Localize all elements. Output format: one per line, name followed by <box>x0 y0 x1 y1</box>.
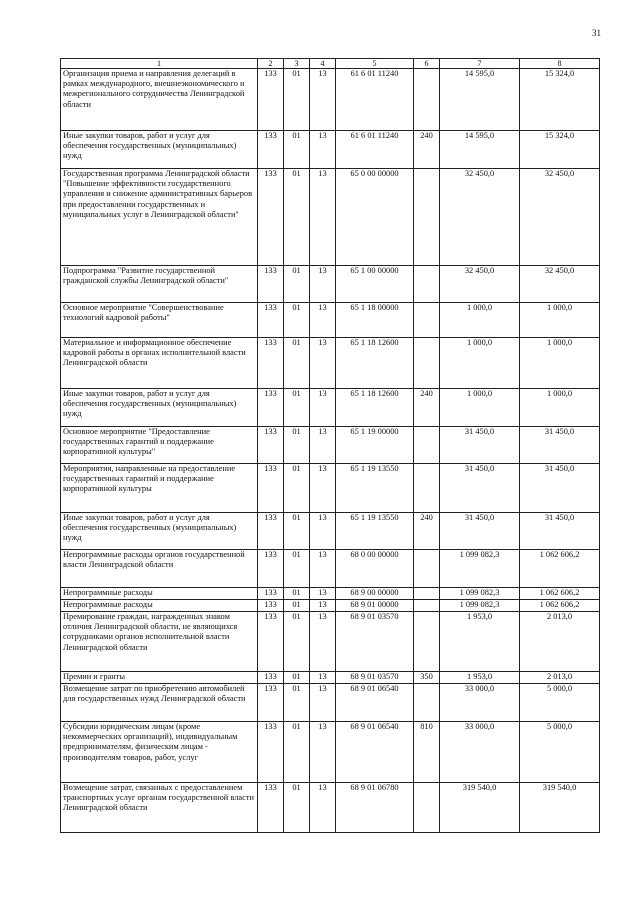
expense-type-cell: 240 <box>414 131 440 169</box>
target-article-cell: 65 0 00 00000 <box>336 169 414 266</box>
amount-year2-cell: 15 324,0 <box>520 69 600 131</box>
table-row <box>61 131 600 169</box>
subsection-code-cell: 13 <box>310 588 336 600</box>
target-article-cell: 65 1 18 12600 <box>336 389 414 427</box>
target-article-cell: 65 1 18 00000 <box>336 303 414 338</box>
target-article-cell: 65 1 18 12600 <box>336 338 414 389</box>
amount-year1-cell: 32 450,0 <box>440 266 520 303</box>
table-row <box>61 513 600 550</box>
table-row <box>61 303 600 338</box>
section-code-cell: 01 <box>284 266 310 303</box>
amount-year2-cell: 31 450,0 <box>520 427 600 464</box>
subsection-code-cell: 13 <box>310 783 336 833</box>
amount-year1-cell: 1 099 082,3 <box>440 550 520 588</box>
amount-year2-cell: 32 450,0 <box>520 266 600 303</box>
ministry-code-cell: 133 <box>258 266 284 303</box>
section-code-cell: 01 <box>284 131 310 169</box>
section-code-cell: 01 <box>284 550 310 588</box>
subsection-code-cell: 13 <box>310 464 336 513</box>
row-name-cell: Подпрограмма "Развитие государственной гражданской службы Ленинградской области" <box>61 266 258 303</box>
column-header: 2 <box>258 59 284 69</box>
amount-year2-cell: 32 450,0 <box>520 169 600 266</box>
amount-year1-cell: 33 000,0 <box>440 684 520 722</box>
section-code-cell: 01 <box>284 427 310 464</box>
row-name-cell: Иные закупки товаров, работ и услуг для обеспечения государственных (муниципальных) нужд <box>61 513 258 550</box>
table-row <box>61 69 600 131</box>
ministry-code-cell: 133 <box>258 600 284 612</box>
subsection-code-cell: 13 <box>310 131 336 169</box>
row-name-cell: Иные закупки товаров, работ и услуг для обеспечения государственных (муниципальных) нужд <box>61 131 258 169</box>
row-name-cell: Иные закупки товаров, работ и услуг для обеспечения государственных (муниципальных) нужд <box>61 389 258 427</box>
section-code-cell: 01 <box>284 513 310 550</box>
section-code-cell: 01 <box>284 600 310 612</box>
subsection-code-cell: 13 <box>310 684 336 722</box>
expense-type-cell <box>414 266 440 303</box>
ministry-code-cell: 133 <box>258 338 284 389</box>
expense-type-cell <box>414 464 440 513</box>
section-code-cell: 01 <box>284 684 310 722</box>
row-name-cell: Премии и гранты <box>61 672 258 684</box>
table-row <box>61 588 600 600</box>
section-code-cell: 01 <box>284 69 310 131</box>
target-article-cell: 65 1 19 00000 <box>336 427 414 464</box>
target-article-cell: 68 9 01 00000 <box>336 600 414 612</box>
row-name-cell: Основное мероприятие "Предоставление государственных гарантий и поддержание корпоративной культуры" <box>61 427 258 464</box>
amount-year2-cell: 1 000,0 <box>520 338 600 389</box>
ministry-code-cell: 133 <box>258 303 284 338</box>
expense-type-cell: 810 <box>414 722 440 783</box>
amount-year1-cell: 32 450,0 <box>440 169 520 266</box>
table-row <box>61 684 600 722</box>
subsection-code-cell: 13 <box>310 303 336 338</box>
amount-year1-cell: 1 000,0 <box>440 303 520 338</box>
subsection-code-cell: 13 <box>310 600 336 612</box>
amount-year1-cell: 31 450,0 <box>440 464 520 513</box>
column-header: 1 <box>61 59 258 69</box>
amount-year1-cell: 14 595,0 <box>440 131 520 169</box>
ministry-code-cell: 133 <box>258 69 284 131</box>
ministry-code-cell: 133 <box>258 722 284 783</box>
subsection-code-cell: 13 <box>310 722 336 783</box>
expense-type-cell <box>414 338 440 389</box>
table-header-row <box>61 59 600 69</box>
amount-year1-cell: 1 000,0 <box>440 338 520 389</box>
row-name-cell: Возмещение затрат по приобретению автомобилей для государственных нужд Ленинградской области <box>61 684 258 722</box>
amount-year2-cell: 1 062 606,2 <box>520 588 600 600</box>
row-name-cell: Непрограммные расходы <box>61 600 258 612</box>
column-header: 3 <box>284 59 310 69</box>
table-row <box>61 389 600 427</box>
table-row <box>61 672 600 684</box>
subsection-code-cell: 13 <box>310 389 336 427</box>
expense-type-cell <box>414 612 440 672</box>
section-code-cell: 01 <box>284 722 310 783</box>
table-row <box>61 464 600 513</box>
amount-year2-cell: 5 000,0 <box>520 722 600 783</box>
ministry-code-cell: 133 <box>258 588 284 600</box>
amount-year1-cell: 1 099 082,3 <box>440 600 520 612</box>
table-row <box>61 169 600 266</box>
target-article-cell: 68 9 01 06780 <box>336 783 414 833</box>
row-name-cell: Организация приема и направления делегаций в рамках международного, внешнеэкономического и межрегионального сотрудничества Ленинградской области <box>61 69 258 131</box>
amount-year1-cell: 319 540,0 <box>440 783 520 833</box>
amount-year2-cell: 2 013,0 <box>520 672 600 684</box>
target-article-cell: 68 0 00 00000 <box>336 550 414 588</box>
subsection-code-cell: 13 <box>310 266 336 303</box>
ministry-code-cell: 133 <box>258 513 284 550</box>
target-article-cell: 68 9 01 06540 <box>336 684 414 722</box>
ministry-code-cell: 133 <box>258 464 284 513</box>
expense-type-cell <box>414 550 440 588</box>
amount-year1-cell: 1 099 082,3 <box>440 588 520 600</box>
table-row <box>61 600 600 612</box>
section-code-cell: 01 <box>284 612 310 672</box>
row-name-cell: Материальное и информационное обеспечение кадровой работы в органах исполнительной власти Ленинградской области <box>61 338 258 389</box>
target-article-cell: 68 9 00 00000 <box>336 588 414 600</box>
target-article-cell: 61 6 01 11240 <box>336 69 414 131</box>
row-name-cell: Возмещение затрат, связанных с предоставлением транспортных услуг органам государственной власти Ленинградской области <box>61 783 258 833</box>
ministry-code-cell: 133 <box>258 684 284 722</box>
expense-type-cell <box>414 783 440 833</box>
section-code-cell: 01 <box>284 389 310 427</box>
target-article-cell: 65 1 19 13550 <box>336 513 414 550</box>
column-header: 4 <box>310 59 336 69</box>
column-header: 7 <box>440 59 520 69</box>
row-name-cell: Основное мероприятие "Совершенствование технологий кадровой работы" <box>61 303 258 338</box>
subsection-code-cell: 13 <box>310 169 336 266</box>
amount-year2-cell: 31 450,0 <box>520 513 600 550</box>
table-row <box>61 612 600 672</box>
table-row <box>61 266 600 303</box>
table-row <box>61 722 600 783</box>
target-article-cell: 65 1 00 00000 <box>336 266 414 303</box>
ministry-code-cell: 133 <box>258 550 284 588</box>
row-name-cell: Субсидии юридическим лицам (кроме некоммерческих организаций), индивидуальным предпринимателям, физическим лицам - производителям товаров, работ, услуг <box>61 722 258 783</box>
column-header: 8 <box>520 59 600 69</box>
page-number: 31 <box>592 28 601 38</box>
amount-year2-cell: 1 062 606,2 <box>520 550 600 588</box>
target-article-cell: 68 9 01 03570 <box>336 672 414 684</box>
amount-year2-cell: 2 013,0 <box>520 612 600 672</box>
column-header: 5 <box>336 59 414 69</box>
ministry-code-cell: 133 <box>258 131 284 169</box>
expense-type-cell <box>414 588 440 600</box>
target-article-cell: 68 9 01 03570 <box>336 612 414 672</box>
row-name-cell: Непрограммные расходы <box>61 588 258 600</box>
amount-year2-cell: 5 000,0 <box>520 684 600 722</box>
section-code-cell: 01 <box>284 672 310 684</box>
target-article-cell: 65 1 19 13550 <box>336 464 414 513</box>
table-row <box>61 783 600 833</box>
column-header: 6 <box>414 59 440 69</box>
amount-year1-cell: 1 953,0 <box>440 672 520 684</box>
amount-year1-cell: 1 953,0 <box>440 612 520 672</box>
subsection-code-cell: 13 <box>310 513 336 550</box>
amount-year1-cell: 1 000,0 <box>440 389 520 427</box>
subsection-code-cell: 13 <box>310 427 336 464</box>
amount-year2-cell: 31 450,0 <box>520 464 600 513</box>
amount-year2-cell: 15 324,0 <box>520 131 600 169</box>
section-code-cell: 01 <box>284 338 310 389</box>
expense-type-cell <box>414 600 440 612</box>
amount-year1-cell: 31 450,0 <box>440 513 520 550</box>
budget-table <box>60 58 600 833</box>
target-article-cell: 68 9 01 06540 <box>336 722 414 783</box>
subsection-code-cell: 13 <box>310 69 336 131</box>
subsection-code-cell: 13 <box>310 612 336 672</box>
section-code-cell: 01 <box>284 464 310 513</box>
table-body <box>61 69 600 833</box>
amount-year1-cell: 31 450,0 <box>440 427 520 464</box>
row-name-cell: Премирование граждан, награжденных знаком отличия Ленинградской области, не являющихся сотрудниками органов исполнительной власти Ленинградской области <box>61 612 258 672</box>
ministry-code-cell: 133 <box>258 389 284 427</box>
subsection-code-cell: 13 <box>310 550 336 588</box>
ministry-code-cell: 133 <box>258 169 284 266</box>
amount-year2-cell: 1 062 606,2 <box>520 600 600 612</box>
amount-year1-cell: 33 000,0 <box>440 722 520 783</box>
section-code-cell: 01 <box>284 783 310 833</box>
amount-year2-cell: 1 000,0 <box>520 389 600 427</box>
amount-year2-cell: 319 540,0 <box>520 783 600 833</box>
row-name-cell: Государственная программа Ленинградской области "Повышение эффективности государственного управления и снижение административных барьеров при предоставлении государственных и муниципальных услуг в Ленинградской области" <box>61 169 258 266</box>
ministry-code-cell: 133 <box>258 783 284 833</box>
expense-type-cell <box>414 303 440 338</box>
expense-type-cell <box>414 169 440 266</box>
expense-type-cell <box>414 684 440 722</box>
subsection-code-cell: 13 <box>310 672 336 684</box>
amount-year2-cell: 1 000,0 <box>520 303 600 338</box>
section-code-cell: 01 <box>284 303 310 338</box>
ministry-code-cell: 133 <box>258 427 284 464</box>
section-code-cell: 01 <box>284 588 310 600</box>
row-name-cell: Непрограммные расходы органов государственной власти Ленинградской области <box>61 550 258 588</box>
row-name-cell: Мероприятия, направленные на предоставление государственных гарантий и поддержание корпоративной культуры <box>61 464 258 513</box>
expense-type-cell <box>414 69 440 131</box>
expense-type-cell: 240 <box>414 389 440 427</box>
subsection-code-cell: 13 <box>310 338 336 389</box>
expense-type-cell <box>414 427 440 464</box>
amount-year1-cell: 14 595,0 <box>440 69 520 131</box>
expense-type-cell: 350 <box>414 672 440 684</box>
target-article-cell: 61 6 01 11240 <box>336 131 414 169</box>
table-row <box>61 338 600 389</box>
expense-type-cell: 240 <box>414 513 440 550</box>
ministry-code-cell: 133 <box>258 612 284 672</box>
table-row <box>61 550 600 588</box>
ministry-code-cell: 133 <box>258 672 284 684</box>
table-row <box>61 427 600 464</box>
section-code-cell: 01 <box>284 169 310 266</box>
